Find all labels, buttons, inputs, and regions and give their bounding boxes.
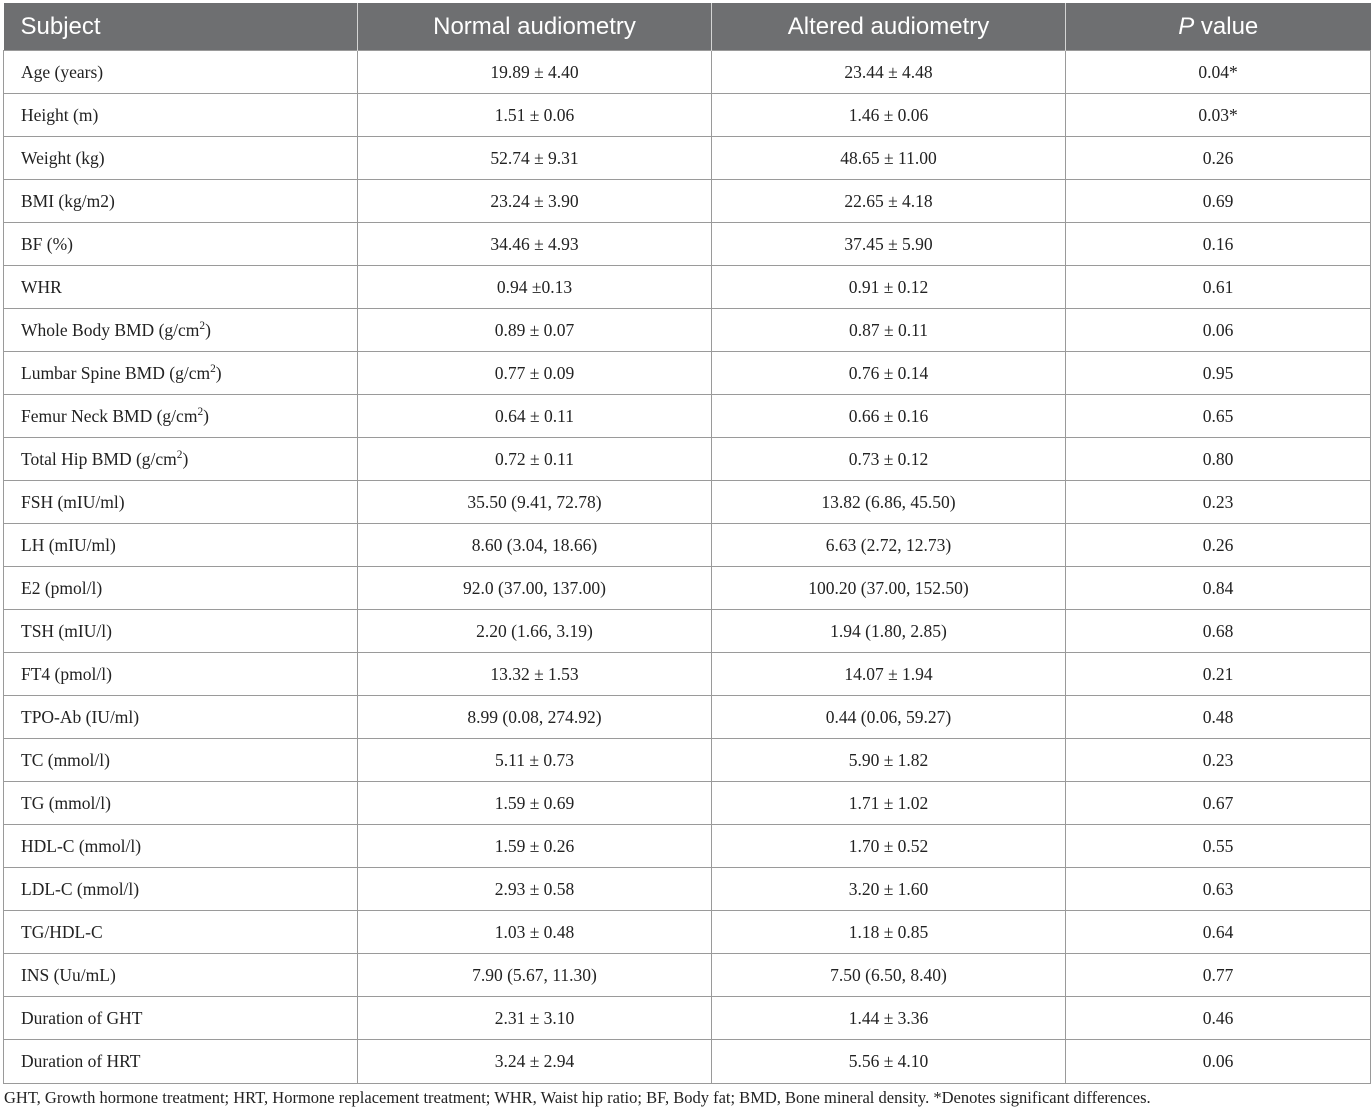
unit-close-paren: ) <box>203 405 209 426</box>
cell-p-value: 0.46 <box>1066 997 1371 1040</box>
table-row <box>4 954 1371 997</box>
table-row <box>4 782 1371 825</box>
header-p-letter: P <box>1178 12 1195 40</box>
subject-label: BF (%) <box>21 233 74 254</box>
cell-normal-value: 23.24 ± 3.90 <box>358 180 712 223</box>
cell-normal-value: 1.59 ± 0.26 <box>358 825 712 868</box>
unit-close-paren: ) <box>182 448 189 469</box>
cell-p-value: 0.69 <box>1066 180 1371 223</box>
unit-close-paren: ) <box>215 362 222 383</box>
header-row <box>4 3 1371 51</box>
header-altered-audiometry: Altered audiometry <box>712 3 1066 51</box>
cell-subject <box>4 739 358 782</box>
table-row <box>4 438 1371 481</box>
cell-normal-value: 35.50 (9.41, 72.78) <box>358 481 712 524</box>
cell-p-value: 0.26 <box>1066 137 1371 180</box>
cell-p-value: 0.84 <box>1066 567 1371 610</box>
table-row <box>4 653 1371 696</box>
cell-subject <box>4 137 358 180</box>
cell-altered-value: 0.44 (0.06, 59.27) <box>712 696 1066 739</box>
table-row <box>4 180 1371 223</box>
cell-subject <box>4 51 358 94</box>
cell-normal-value: 3.24 ± 2.94 <box>358 1040 712 1084</box>
cell-subject <box>4 782 358 825</box>
cell-subject <box>4 825 358 868</box>
table-row <box>4 610 1371 653</box>
subject-label: Age (years) <box>21 61 104 82</box>
subject-label: TG (mmol/l) <box>21 792 111 813</box>
table-row <box>4 352 1371 395</box>
cell-subject <box>4 352 358 395</box>
cell-altered-value: 1.70 ± 0.52 <box>712 825 1066 868</box>
cell-p-value: 0.03* <box>1066 94 1371 137</box>
cell-p-value: 0.04* <box>1066 51 1371 94</box>
cell-subject <box>4 954 358 997</box>
subject-label: Duration of GHT <box>21 1007 143 1028</box>
subject-label: WHR <box>21 276 62 297</box>
cell-p-value: 0.23 <box>1066 739 1371 782</box>
header-p-value <box>1066 3 1371 51</box>
table-row <box>4 868 1371 911</box>
cell-altered-value: 0.76 ± 0.14 <box>712 352 1066 395</box>
cell-subject <box>4 610 358 653</box>
cell-altered-value: 22.65 ± 4.18 <box>712 180 1066 223</box>
cell-p-value: 0.26 <box>1066 524 1371 567</box>
subject-label: TG/HDL-C <box>21 921 103 942</box>
cell-normal-value: 2.31 ± 3.10 <box>358 997 712 1040</box>
data-table-container <box>3 3 1370 1084</box>
cell-subject <box>4 395 358 438</box>
subject-label: Femur Neck BMD (g/cm <box>21 405 198 426</box>
cell-p-value: 0.80 <box>1066 438 1371 481</box>
unit-superscript: 2 <box>197 405 204 418</box>
cell-altered-value: 0.87 ± 0.11 <box>712 309 1066 352</box>
table-row <box>4 266 1371 309</box>
cell-p-value: 0.23 <box>1066 481 1371 524</box>
cell-p-value: 0.06 <box>1066 1040 1371 1084</box>
cell-normal-value: 13.32 ± 1.53 <box>358 653 712 696</box>
cell-normal-value: 5.11 ± 0.73 <box>358 739 712 782</box>
subject-label: Whole Body BMD (g/cm <box>21 319 200 340</box>
cell-subject <box>4 868 358 911</box>
cell-p-value: 0.48 <box>1066 696 1371 739</box>
cell-subject <box>4 997 358 1040</box>
header-normal-audiometry: Normal audiometry <box>358 3 712 51</box>
cell-normal-value: 0.64 ± 0.11 <box>358 395 712 438</box>
cell-subject <box>4 524 358 567</box>
cell-normal-value: 92.0 (37.00, 137.00) <box>358 567 712 610</box>
table-row <box>4 395 1371 438</box>
table-row <box>4 911 1371 954</box>
table-row <box>4 223 1371 266</box>
cell-normal-value: 7.90 (5.67, 11.30) <box>358 954 712 997</box>
header-subject: Subject <box>4 3 358 51</box>
cell-normal-value: 1.59 ± 0.69 <box>358 782 712 825</box>
cell-p-value: 0.64 <box>1066 911 1371 954</box>
cell-subject <box>4 1040 358 1084</box>
subject-label: LDL-C (mmol/l) <box>21 878 140 899</box>
subject-label: E2 (pmol/l) <box>21 577 103 598</box>
cell-altered-value: 7.50 (6.50, 8.40) <box>712 954 1066 997</box>
cell-altered-value: 0.91 ± 0.12 <box>712 266 1066 309</box>
cell-normal-value: 52.74 ± 9.31 <box>358 137 712 180</box>
cell-normal-value: 0.72 ± 0.11 <box>358 438 712 481</box>
table-header <box>4 3 1371 51</box>
unit-superscript: 2 <box>210 362 216 375</box>
cell-p-value: 0.06 <box>1066 309 1371 352</box>
cell-subject <box>4 94 358 137</box>
cell-subject <box>4 180 358 223</box>
cell-altered-value: 23.44 ± 4.48 <box>712 51 1066 94</box>
cell-subject <box>4 481 358 524</box>
table-row <box>4 1040 1371 1084</box>
subject-label: TC (mmol/l) <box>21 749 110 770</box>
subject-label: Lumbar Spine BMD (g/cm <box>21 362 211 383</box>
cell-altered-value: 37.45 ± 5.90 <box>712 223 1066 266</box>
cell-subject <box>4 309 358 352</box>
header-p-suffix: value <box>1194 12 1259 40</box>
subject-label: FT4 (pmol/l) <box>21 663 112 684</box>
cell-normal-value: 8.60 (3.04, 18.66) <box>358 524 712 567</box>
cell-p-value: 0.16 <box>1066 223 1371 266</box>
cell-altered-value: 100.20 (37.00, 152.50) <box>712 567 1066 610</box>
cell-p-value: 0.95 <box>1066 352 1371 395</box>
table-row <box>4 137 1371 180</box>
cell-p-value: 0.63 <box>1066 868 1371 911</box>
cell-altered-value: 1.46 ± 0.06 <box>712 94 1066 137</box>
cell-altered-value: 1.94 (1.80, 2.85) <box>712 610 1066 653</box>
cell-normal-value: 1.03 ± 0.48 <box>358 911 712 954</box>
cell-normal-value: 8.99 (0.08, 274.92) <box>358 696 712 739</box>
unit-superscript: 2 <box>199 319 206 332</box>
unit-close-paren: ) <box>205 319 211 340</box>
subject-label: TPO-Ab (IU/ml) <box>21 706 140 727</box>
subject-label: Duration of HRT <box>21 1051 141 1071</box>
subject-label: BMI (kg/m2) <box>21 190 115 211</box>
cell-altered-value: 1.18 ± 0.85 <box>712 911 1066 954</box>
cell-altered-value: 13.82 (6.86, 45.50) <box>712 481 1066 524</box>
table-row <box>4 94 1371 137</box>
cell-altered-value: 14.07 ± 1.94 <box>712 653 1066 696</box>
cell-p-value: 0.55 <box>1066 825 1371 868</box>
subject-label: FSH (mIU/ml) <box>21 491 125 512</box>
cell-altered-value: 5.56 ± 4.10 <box>712 1040 1066 1084</box>
cell-p-value: 0.65 <box>1066 395 1371 438</box>
cell-subject <box>4 911 358 954</box>
cell-subject <box>4 567 358 610</box>
cell-normal-value: 2.93 ± 0.58 <box>358 868 712 911</box>
table-footnote: GHT, Growth hormone treatment; HRT, Hormone replacement treatment; WHR, Waist hip ratio; BF, Body fat; BMD, Bone mineral density. *Denotes significant differences. <box>4 1088 1151 1107</box>
audiometry-comparison-table <box>3 3 1371 1084</box>
cell-subject <box>4 223 358 266</box>
cell-normal-value: 34.46 ± 4.93 <box>358 223 712 266</box>
table-row <box>4 825 1371 868</box>
cell-altered-value: 3.20 ± 1.60 <box>712 868 1066 911</box>
cell-p-value: 0.77 <box>1066 954 1371 997</box>
subject-label: INS (Uu/mL) <box>21 964 116 985</box>
table-row <box>4 567 1371 610</box>
cell-altered-value: 5.90 ± 1.82 <box>712 739 1066 782</box>
cell-subject <box>4 438 358 481</box>
subject-label: HDL-C (mmol/l) <box>21 835 142 856</box>
cell-subject <box>4 696 358 739</box>
cell-p-value: 0.67 <box>1066 782 1371 825</box>
cell-subject <box>4 653 358 696</box>
cell-p-value: 0.21 <box>1066 653 1371 696</box>
cell-altered-value: 6.63 (2.72, 12.73) <box>712 524 1066 567</box>
table-row <box>4 51 1371 94</box>
cell-normal-value: 1.51 ± 0.06 <box>358 94 712 137</box>
cell-normal-value: 0.77 ± 0.09 <box>358 352 712 395</box>
table-row <box>4 696 1371 739</box>
cell-normal-value: 19.89 ± 4.40 <box>358 51 712 94</box>
subject-label: Weight (kg) <box>21 147 105 168</box>
cell-p-value: 0.61 <box>1066 266 1371 309</box>
table-row <box>4 739 1371 782</box>
cell-normal-value: 0.89 ± 0.07 <box>358 309 712 352</box>
cell-normal-value: 0.94 ±0.13 <box>358 266 712 309</box>
table-row <box>4 481 1371 524</box>
table-row <box>4 309 1371 352</box>
cell-subject <box>4 266 358 309</box>
subject-label: TSH (mIU/l) <box>21 620 112 641</box>
cell-altered-value: 0.73 ± 0.12 <box>712 438 1066 481</box>
subject-label: Height (m) <box>21 104 99 125</box>
cell-altered-value: 1.44 ± 3.36 <box>712 997 1066 1040</box>
cell-altered-value: 48.65 ± 11.00 <box>712 137 1066 180</box>
unit-superscript: 2 <box>176 448 183 461</box>
table-body <box>4 51 1371 1084</box>
cell-altered-value: 0.66 ± 0.16 <box>712 395 1066 438</box>
cell-altered-value: 1.71 ± 1.02 <box>712 782 1066 825</box>
table-row <box>4 997 1371 1040</box>
subject-label: Total Hip BMD (g/cm <box>21 448 177 469</box>
cell-normal-value: 2.20 (1.66, 3.19) <box>358 610 712 653</box>
table-row <box>4 524 1371 567</box>
cell-p-value: 0.68 <box>1066 610 1371 653</box>
subject-label: LH (mIU/ml) <box>21 534 116 555</box>
